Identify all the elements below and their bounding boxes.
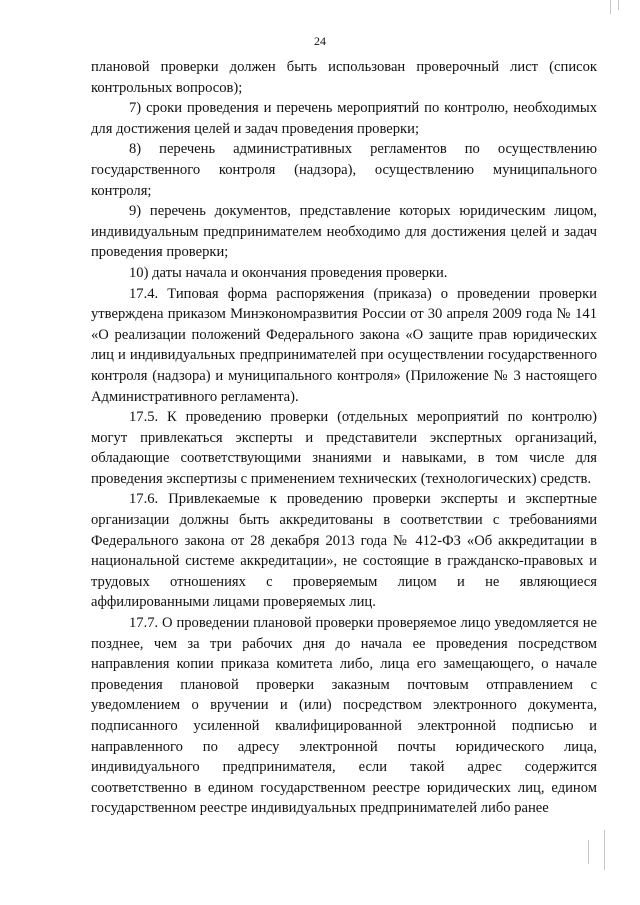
scan-artifact-bottom-right-2 [588,840,589,864]
paragraph-17-7: 17.7. О проведении плановой проверки проверяемое лицо уведомляется не позднее, чем за три рабочих дня до начала ее проведения посредством направления копии приказа комитета либо, лица его замещающего, о начале проведения плановой проверки заказным почтовым отправлением с уведомлением о вручении и (или) посредством электронного документа, подписанного усиленной квалифицированной электронной подписью и направленного по адресу электронной почты юридического лица, индивидуального предпринимателя, если такой адрес содержится соответственно в едином государственном реестре юридических лиц, едином государственном реестре индивидуальных предпринимателей либо ранее [91,615,597,817]
page-number: 24 [314,34,326,48]
paragraph-17-5: 17.5. К проведению проверки (отдельных мероприятий по контролю) могут привлекаться эксперты и представители экспертных организаций, обладающие соответствующими знаниями и навыками, в том числе для проведения экспертизы с применением технических (технологических) средств. [91,409,597,487]
scan-artifact-top-right-2 [618,0,619,10]
paragraph-item-8: 8) перечень административных регламентов по осуществлению государственного контроля (надзора), осуществлению муниципального контроля; [91,141,597,199]
paragraph-item-7: 7) сроки проведения и перечень мероприятий по контролю, необходимых для достижения целей и задач проведения проверки; [91,100,597,137]
paragraph-list-continuation: плановой проверки должен быть использован проверочный лист (список контрольных вопросов); [91,59,597,96]
paragraph-17-4: 17.4. Типовая форма распоряжения (приказа) о проведении проверки утверждена приказом Минэкономразвития России от 30 апреля 2009 года № 141 «О реализации положений Федерального закона «О защите прав юридических лиц и индивидуальных предпринимателей при осуществлении государственного контроля (надзора) и муниципального контроля» (Приложение № 3 настоящего Административного регламента). [91,285,597,405]
scan-artifact-bottom-right [604,830,605,870]
paragraph-17-6: 17.6. Привлекаемые к проведению проверки эксперты и экспертные организации должны быть аккредитованы в соответствии с требованиями Федерального закона от 28 декабря 2013 года № 412-ФЗ «Об аккредитации в национальной системе аккредитации», не состоящие в гражданско-правовых и трудовых отношениях с проверяемым лицом и не являющиеся аффилированными лицами проверяемых лиц. [91,491,597,611]
body-text [91,57,597,819]
scan-artifact-top-right [610,0,611,14]
paragraph-item-9: 9) перечень документов, представление которых юридическим лицом, индивидуальным предпринимателем необходимо для достижения целей и задач проведения проверки; [91,203,597,261]
paragraph-item-10: 10) даты начала и окончания проведения проверки. [129,264,448,281]
